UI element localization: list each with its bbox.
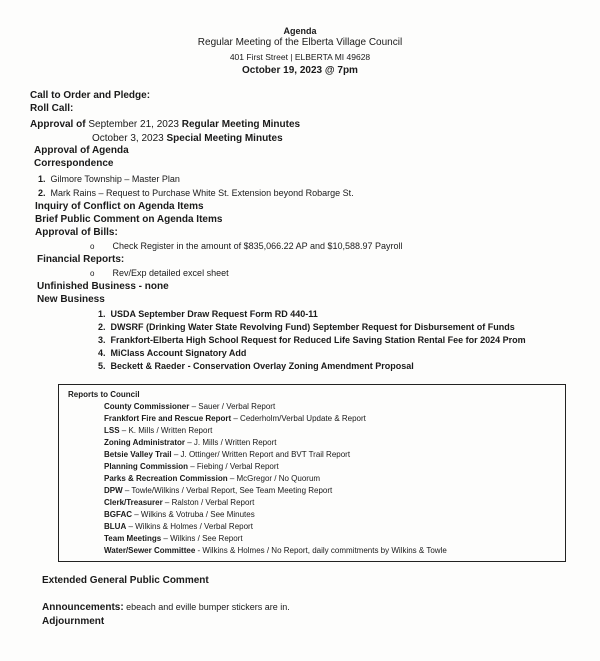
inquiry-of-conflict: Inquiry of Conflict on Agenda Items xyxy=(35,201,204,212)
report-name: Water/Sewer Committee xyxy=(104,546,196,555)
report-line xyxy=(104,522,253,531)
extended-public-comment: Extended General Public Comment xyxy=(42,575,209,586)
agenda-title: Agenda xyxy=(283,26,317,36)
report-detail: – J. Mills / Written Report xyxy=(185,438,277,447)
new-business: New Business xyxy=(37,294,105,305)
report-detail: – McGregor / No Quorum xyxy=(227,474,321,483)
report-detail: – Fiebing / Verbal Report xyxy=(188,462,279,471)
list-item-text: MiClass Account Signatory Add xyxy=(110,348,247,358)
bullet-icon: o xyxy=(90,242,95,251)
correspondence-item xyxy=(38,188,354,198)
new-business-item xyxy=(98,335,526,345)
bills-item xyxy=(90,241,403,251)
list-number: 2. xyxy=(38,188,46,198)
special-minutes xyxy=(92,133,283,144)
reports-heading: Reports to Council xyxy=(68,390,140,399)
report-name: LSS xyxy=(104,426,120,435)
correspondence-heading: Correspondence xyxy=(34,158,114,169)
report-detail: - Wilkins & Holmes / No Report, daily commitments by Wilkins & Towle xyxy=(195,546,447,555)
list-number: 3. xyxy=(98,335,106,345)
report-name: BLUA xyxy=(104,522,127,531)
report-name: Zoning Administrator xyxy=(104,438,186,447)
unfinished-business: Unfinished Business - none xyxy=(37,281,169,292)
report-detail: – Ralston / Verbal Report xyxy=(162,498,255,507)
brief-public-comment: Brief Public Comment on Agenda Items xyxy=(35,214,223,225)
report-line xyxy=(104,510,255,519)
roll-call: Roll Call: xyxy=(30,103,74,114)
list-number: 1. xyxy=(98,309,106,319)
report-line xyxy=(104,474,320,483)
report-detail: – J. Ottinger/ Written Report and BVT Trail Report xyxy=(171,450,351,459)
report-name: Team Meetings xyxy=(104,534,162,543)
report-line xyxy=(104,414,366,423)
report-line xyxy=(104,402,275,411)
report-detail: – Wilkins & Votruba / See Minutes xyxy=(132,510,255,519)
list-item-text: USDA September Draw Request Form RD 440-11 xyxy=(110,309,318,319)
report-name: BGFAC xyxy=(104,510,132,519)
report-detail: – K. Mills / Written Report xyxy=(119,426,213,435)
announcements-text: ebeach and eville bumper stickers are in. xyxy=(123,602,290,612)
new-business-item xyxy=(98,361,414,371)
meeting-date: October 19, 2023 @ 7pm xyxy=(242,65,358,76)
list-item-text: DWSRF (Drinking Water State Revolving Fund) September Request for Disbursement of Funds xyxy=(110,322,515,332)
report-detail: – Towle/Wilkins / Verbal Report, See Team Meeting Report xyxy=(122,486,333,495)
minutes-1-date: September 21, 2023 xyxy=(88,119,179,130)
bullet-icon: o xyxy=(90,269,95,278)
list-item-text: Mark Rains – Request to Purchase White St. Extension beyond Robarge St. xyxy=(50,188,354,198)
report-line xyxy=(104,546,447,555)
report-line xyxy=(104,486,332,495)
financial-item xyxy=(90,268,229,278)
report-name: County Commissioner xyxy=(104,402,190,411)
report-line xyxy=(104,498,254,507)
list-number: 4. xyxy=(98,348,106,358)
approval-of-agenda: Approval of Agenda xyxy=(34,145,129,156)
list-item-text: Gilmore Township – Master Plan xyxy=(50,174,180,184)
approval-of-prefix: Approval of xyxy=(30,119,86,130)
announcements-label: Announcements: xyxy=(42,602,124,613)
report-name: Clerk/Treasurer xyxy=(104,498,163,507)
approval-of-bills: Approval of Bills: xyxy=(35,227,118,238)
list-item-text: Frankfort-Elberta High School Request for Reduced Life Saving Station Rental Fee for 2024 Prom xyxy=(110,335,526,345)
list-item-text: Beckett & Raeder - Conservation Overlay Zoning Amendment Proposal xyxy=(110,361,414,371)
report-line xyxy=(104,462,279,471)
new-business-item xyxy=(98,322,515,332)
adjournment: Adjournment xyxy=(42,616,105,627)
new-business-item xyxy=(98,309,318,319)
minutes-2-date: October 3, 2023 xyxy=(92,133,164,144)
report-line xyxy=(104,534,243,543)
minutes-1-type: Regular Meeting Minutes xyxy=(181,119,301,130)
list-number: 1. xyxy=(38,174,46,184)
bills-text: Check Register in the amount of $835,066.22 AP and $10,588.97 Payroll xyxy=(112,241,403,251)
meeting-subtitle: Regular Meeting of the Elberta Village Council xyxy=(197,37,403,48)
report-name: DPW xyxy=(104,486,123,495)
meeting-address: 401 First Street | ELBERTA MI 49628 xyxy=(229,52,371,62)
minutes-2-type: Special Meeting Minutes xyxy=(166,133,283,144)
new-business-item xyxy=(98,348,246,358)
report-line xyxy=(104,450,350,459)
report-name: Planning Commission xyxy=(104,462,189,471)
report-detail: – Sauer / Verbal Report xyxy=(189,402,276,411)
financial-reports: Financial Reports: xyxy=(37,254,125,265)
correspondence-item xyxy=(38,174,180,184)
financial-text: Rev/Exp detailed excel sheet xyxy=(112,268,229,278)
report-line xyxy=(104,438,276,447)
report-detail: – Cederholm/Verbal Update & Report xyxy=(231,414,366,423)
announcements xyxy=(42,602,290,613)
report-name: Betsie Valley Trail xyxy=(104,450,172,459)
report-line xyxy=(104,426,212,435)
report-name: Frankfort Fire and Rescue Report xyxy=(104,414,232,423)
list-number: 2. xyxy=(98,322,106,332)
report-detail: – Wilkins & Holmes / Verbal Report xyxy=(126,522,253,531)
list-number: 5. xyxy=(98,361,106,371)
call-to-order: Call to Order and Pledge: xyxy=(30,90,151,101)
approval-of-minutes xyxy=(30,119,300,130)
report-detail: – Wilkins / See Report xyxy=(161,534,243,543)
report-name: Parks & Recreation Commission xyxy=(104,474,228,483)
